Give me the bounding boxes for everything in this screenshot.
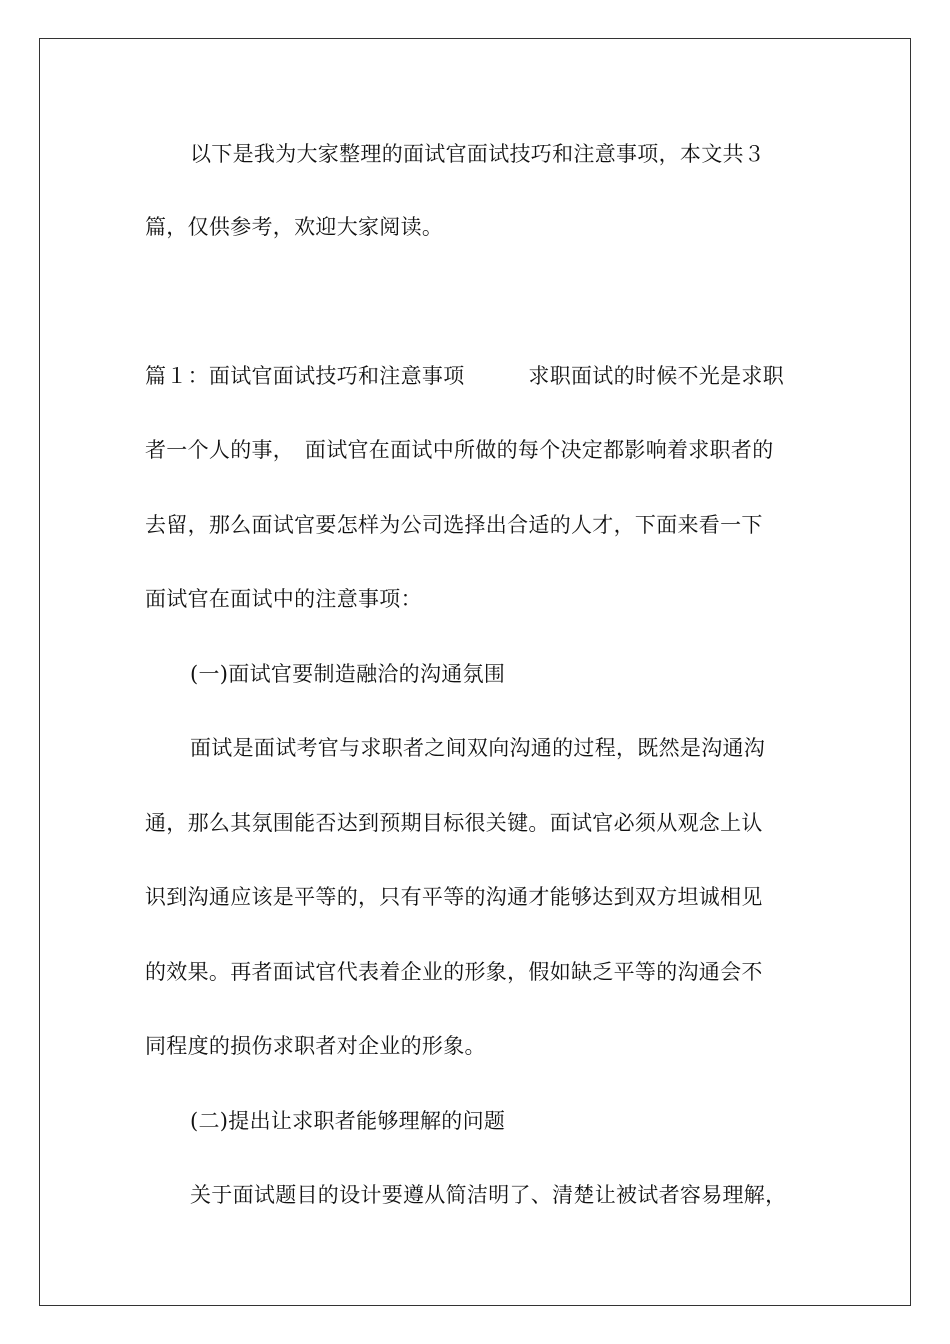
section-heading-1: (一)面试官要制造融洽的沟通氛围: [190, 662, 506, 686]
section-1-line-2: 通，那么其氛围能否达到预期目标很关键。面试官必须从观念上认: [145, 811, 763, 835]
section-1-line-5: 同程度的损伤求职者对企业的形象。: [145, 1034, 486, 1058]
section-1-line-3: 识到沟通应该是平等的，只有平等的沟通才能够达到双方坦诚相见: [145, 885, 763, 909]
section-2-line-1: 关于面试题目的设计要遵从简洁明了、清楚让被试者容易理解，: [190, 1183, 787, 1207]
chapter-1-line-4: 面试官在面试中的注意事项：: [145, 587, 422, 611]
section-1-line-1: 面试是面试考官与求职者之间双向沟通的过程，既然是沟通沟: [190, 736, 766, 760]
intro-line-1: 以下是我为大家整理的面试官面试技巧和注意事项，本文共３: [190, 142, 766, 166]
chapter-1-line-2: 者一个人的事， 面试官在面试中所做的每个决定都影响着求职者的: [145, 438, 774, 462]
section-heading-2: (二)提出让求职者能够理解的问题: [190, 1109, 506, 1133]
chapter-1-line-3: 去留，那么面试官要怎样为公司选择出合适的人才，下面来看一下: [145, 513, 763, 537]
chapter-1-line-1: 篇１：面试官面试技巧和注意事项 求职面试的时候不光是求职: [145, 364, 784, 388]
intro-line-2: 篇，仅供参考，欢迎大家阅读。: [145, 215, 444, 239]
section-1-line-4: 的效果。再者面试官代表着企业的形象，假如缺乏平等的沟通会不: [145, 960, 763, 984]
